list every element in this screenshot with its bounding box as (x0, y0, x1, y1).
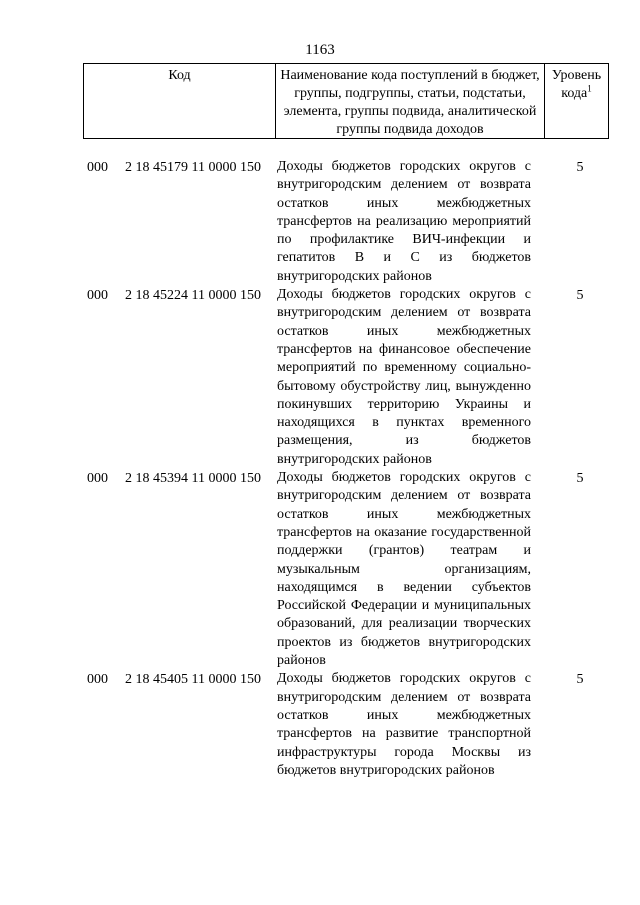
admin-code: 000 (87, 160, 108, 175)
table-row (83, 670, 609, 780)
table-header (83, 63, 609, 139)
code-level: 5 (576, 672, 584, 688)
header-code: Код (84, 64, 276, 138)
code-level: 5 (576, 160, 584, 175)
code-cell (83, 286, 275, 305)
header-name: Наименование кода поступлений в бюджет, группы, подгруппы, статьи, подстатьи, элемента, группы подвида, аналитической группы подвида доходов (276, 64, 545, 138)
admin-code: 000 (87, 471, 108, 487)
table-row (83, 158, 609, 286)
code-cell (83, 158, 275, 177)
header-level (545, 64, 608, 138)
revenue-name: Доходы бюджетов городских округов с внутригородским делением от возврата остатков иных межбюджетных трансфертов на развитие транспортной инфраструктуры города Москвы из бюджетов внутригородских районов (277, 671, 531, 778)
page-number: 1163 (305, 42, 335, 58)
revenue-code: 2 18 45224 11 0000 150 (125, 288, 261, 304)
code-level: 5 (576, 288, 584, 304)
header-level-label: Уровень кода (551, 68, 602, 101)
table-row (83, 469, 609, 670)
code-level: 5 (576, 471, 584, 487)
revenue-code: 2 18 45405 11 0000 150 (125, 672, 261, 688)
revenue-name: Доходы бюджетов городских округов с внутригородским делением от возврата остатков иных межбюджетных трансфертов на оказание государственной поддержки (грантов) театрам и музыкальным организациям, находящимся в ведении субъектов Российской Федерации и муниципальных образований, для реализации творческих проектов из бюджетов внутригородских районов (277, 470, 531, 669)
admin-code: 000 (87, 672, 108, 688)
admin-code: 000 (87, 288, 108, 304)
table-body (83, 158, 609, 780)
revenue-code: 2 18 45179 11 0000 150 (125, 160, 261, 175)
code-cell (83, 469, 275, 488)
revenue-code: 2 18 45394 11 0000 150 (125, 471, 261, 487)
table-row (83, 286, 609, 469)
revenue-name: Доходы бюджетов городских округов с внутригородским делением от возврата остатков иных межбюджетных трансфертов на финансовое обеспечение мероприятий по временному социально-бытовому обустройству лиц, вынужденно покинувших территорию Украины и находящихся в пунктах временного размещения, из бюджетов внутригородских районов (277, 287, 531, 467)
revenue-name: Доходы бюджетов городских округов с внутригородским делением от возврата остатков иных межбюджетных трансфертов на реализацию мероприятий по профилактике ВИЧ-инфекции и гепатитов В и С из бюджетов внутригородских районов (277, 159, 531, 284)
header-level-footnote: 1 (587, 83, 592, 94)
code-cell (83, 670, 275, 689)
